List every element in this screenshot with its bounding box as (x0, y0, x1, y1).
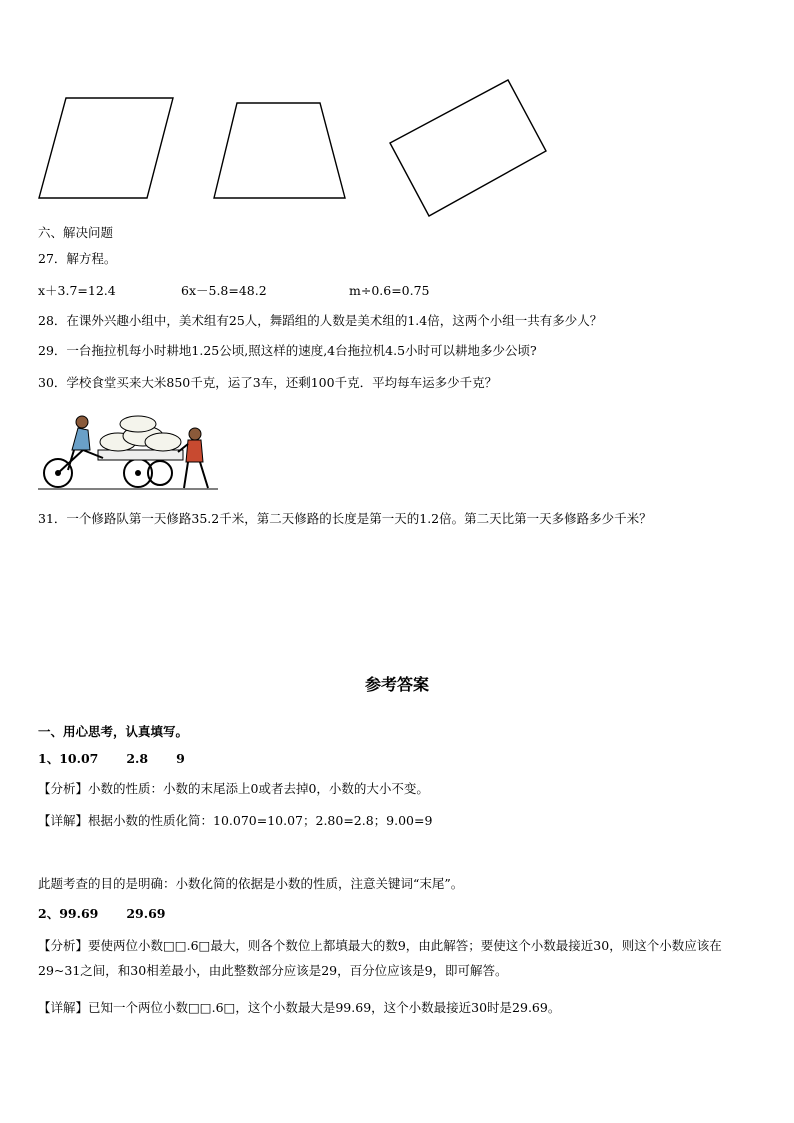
tricycle-illustration (38, 410, 218, 495)
trapezoid-shape (214, 103, 345, 198)
equations-row (38, 283, 738, 299)
answer-1-value-3: 9 (176, 751, 185, 766)
question-28: 28．在课外兴趣小组中，美术组有25人，舞蹈组的人数是美术组的1.4倍，这两个小组一共有多少人？ (38, 313, 603, 328)
answer-2 (38, 906, 166, 922)
answers-title: 参考答案 (364, 675, 429, 694)
section-heading: 六、解决问题 (38, 225, 114, 240)
answer-1-note: 此题考查的目的是明确：小数化简的依据是小数的性质，注意关键词“末尾”。 (38, 876, 464, 891)
question-30: 30．学校食堂买来大米850千克，运了3车，还剩100千克．平均每车运多少千克？ (38, 375, 498, 390)
rotated-rectangle-shape (390, 80, 546, 216)
parallelogram-shape (39, 98, 173, 198)
answer-2-detail: 【详解】已知一个两位小数□□.6□，这个小数最大是99.69，这个小数最接近30时是29.69。 (38, 1000, 561, 1015)
answer-2-analysis: 【分析】要使两位小数□□.6□最大，则各个数位上都填最大的数9，由此解答；要使这个小数最接近30，则这个小数应该在29~31之间，和30相差最小，由此整数部分应该是29，百分位应该是9，即可解答。 (38, 938, 722, 978)
question-29: 29．一台拖拉机每小时耕地1.25公顷,照这样的速度,4台拖拉机4.5小时可以耕地多少公顷? (38, 343, 537, 358)
answer-1-detail: 【详解】根据小数的性质化简：10.070=10.07；2.80=2.8；9.00=9 (38, 813, 433, 828)
answers-part1-heading: 一、用心思考，认真填写。 (38, 724, 189, 739)
answer-1-value-2: 2.8 (126, 751, 149, 766)
question-27: 27．解方程。 (38, 251, 117, 266)
answer-1-analysis: 【分析】小数的性质：小数的末尾添上0或者去掉0，小数的大小不变。 (38, 781, 429, 796)
equation-3: m÷0.6=0.75 (349, 283, 430, 298)
geometry-figures (0, 60, 794, 230)
answer-1-value-1: 10.07 (59, 751, 99, 766)
answer-1-label: 1、 (38, 751, 60, 766)
answer-1 (38, 751, 185, 767)
equation-1: x＋3.7=12.4 (38, 283, 116, 298)
question-31: 31．一个修路队第一天修路35.2千米，第二天修路的长度是第一天的1.2倍。第二天比第一天多修路多少千米？ (38, 511, 652, 526)
answer-2-value-1: 99.69 (59, 906, 99, 921)
answer-2-value-2: 29.69 (126, 906, 166, 921)
answer-2-label: 2、 (38, 906, 60, 921)
equation-2: 6x－5.8=48.2 (181, 283, 267, 298)
